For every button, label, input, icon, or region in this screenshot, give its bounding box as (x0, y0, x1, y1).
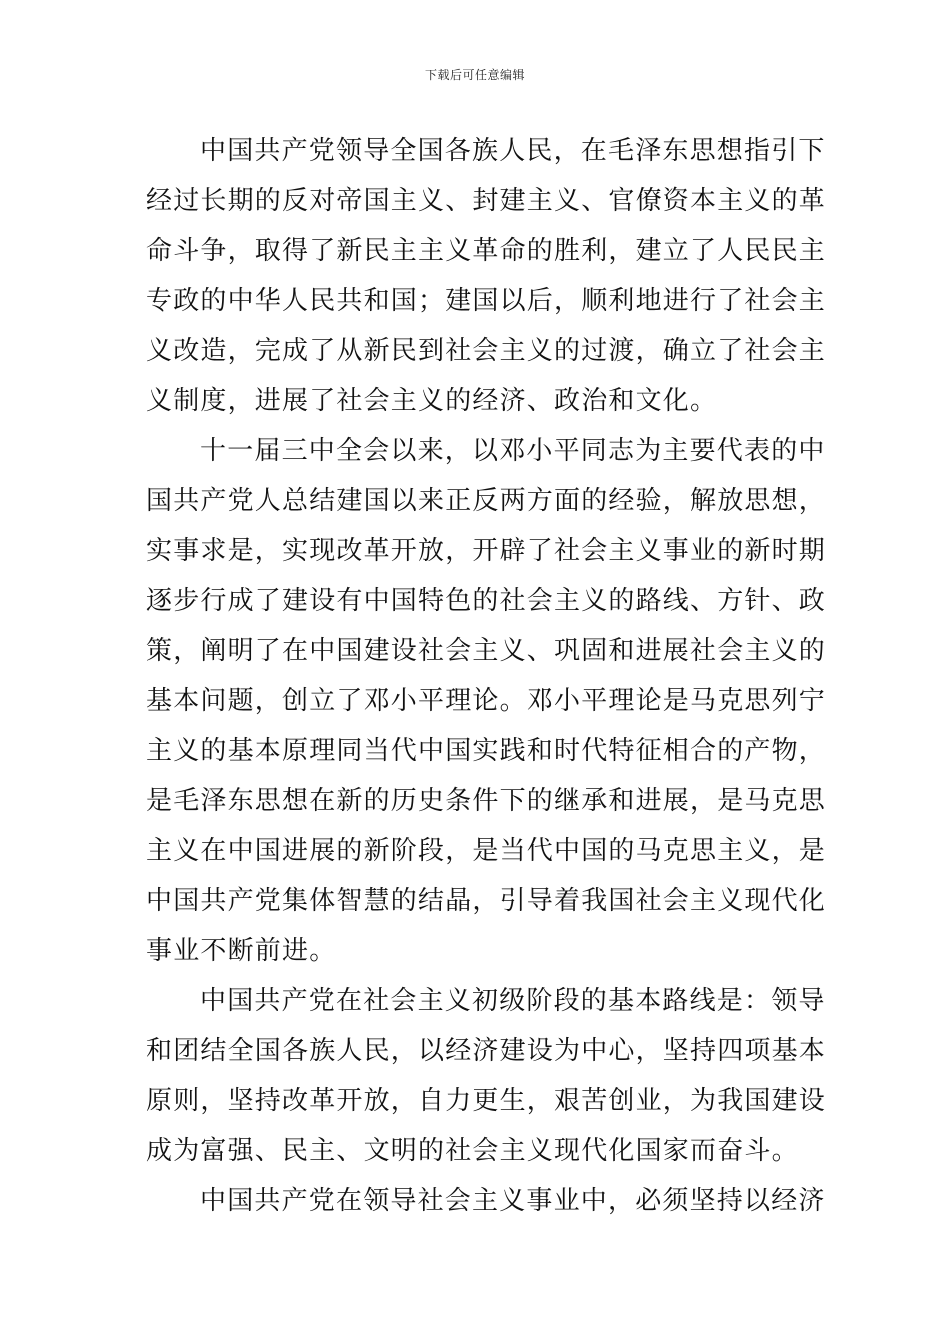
paragraph-4 (146, 1176, 826, 1226)
paragraph-1 (146, 126, 827, 426)
text-line: 义制度，进展了社会主义的经济、政治和文化。 (146, 386, 718, 416)
page-header: 下载后可任意编辑 (424, 68, 525, 82)
text-line: 逐步行成了建设有中国特色的社会主义的路线、方针、政 (146, 586, 827, 616)
document-body (146, 126, 827, 1226)
text-line: 中国共产党集体智慧的结晶，引导着我国社会主义现代化 (146, 886, 827, 916)
paragraph-3 (146, 976, 827, 1176)
text-line: 中国共产党在社会主义初级阶段的基本路线是：领导 (200, 986, 826, 1016)
text-line: 中国共产党在领导社会主义事业中，必须坚持以经济 (200, 1186, 826, 1216)
text-line: 策，阐明了在中国建设社会主义、巩固和进展社会主义的 (146, 636, 827, 666)
text-line: 事业不断前进。 (146, 936, 337, 966)
text-line: 实事求是，实现改革开放，开辟了社会主义事业的新时期 (146, 536, 827, 566)
text-line: 命斗争，取得了新民主主义革命的胜利，建立了人民民主 (146, 236, 827, 266)
text-line: 主义在中国进展的新阶段，是当代中国的马克思主义，是 (146, 836, 827, 866)
text-line: 基本问题，创立了邓小平理论。邓小平理论是马克思列宁 (146, 686, 827, 716)
text-line: 成为富强、民主、文明的社会主义现代化国家而奋斗。 (146, 1136, 799, 1166)
text-line: 主义的基本原理同当代中国实践和时代特征相合的产物， (146, 736, 827, 766)
text-line: 是毛泽东思想在新的历史条件下的继承和进展，是马克思 (146, 786, 827, 816)
text-line: 原则，坚持改革开放，自力更生，艰苦创业，为我国建设 (146, 1086, 827, 1116)
text-line: 十一届三中全会以来，以邓小平同志为主要代表的中 (200, 436, 826, 466)
text-line: 义改造，完成了从新民到社会主义的过渡，确立了社会主 (146, 336, 827, 366)
paragraph-2 (146, 426, 827, 976)
text-line: 和团结全国各族人民，以经济建设为中心，坚持四项基本 (146, 1036, 827, 1066)
text-line: 专政的中华人民共和国；建国以后，顺利地进行了社会主 (146, 286, 827, 316)
text-line: 中国共产党领导全国各族人民，在毛泽东思想指引下 (200, 136, 826, 166)
text-line: 经过长期的反对帝国主义、封建主义、官僚资本主义的革 (146, 186, 827, 216)
text-line: 国共产党人总结建国以来正反两方面的经验，解放思想， (146, 486, 827, 516)
